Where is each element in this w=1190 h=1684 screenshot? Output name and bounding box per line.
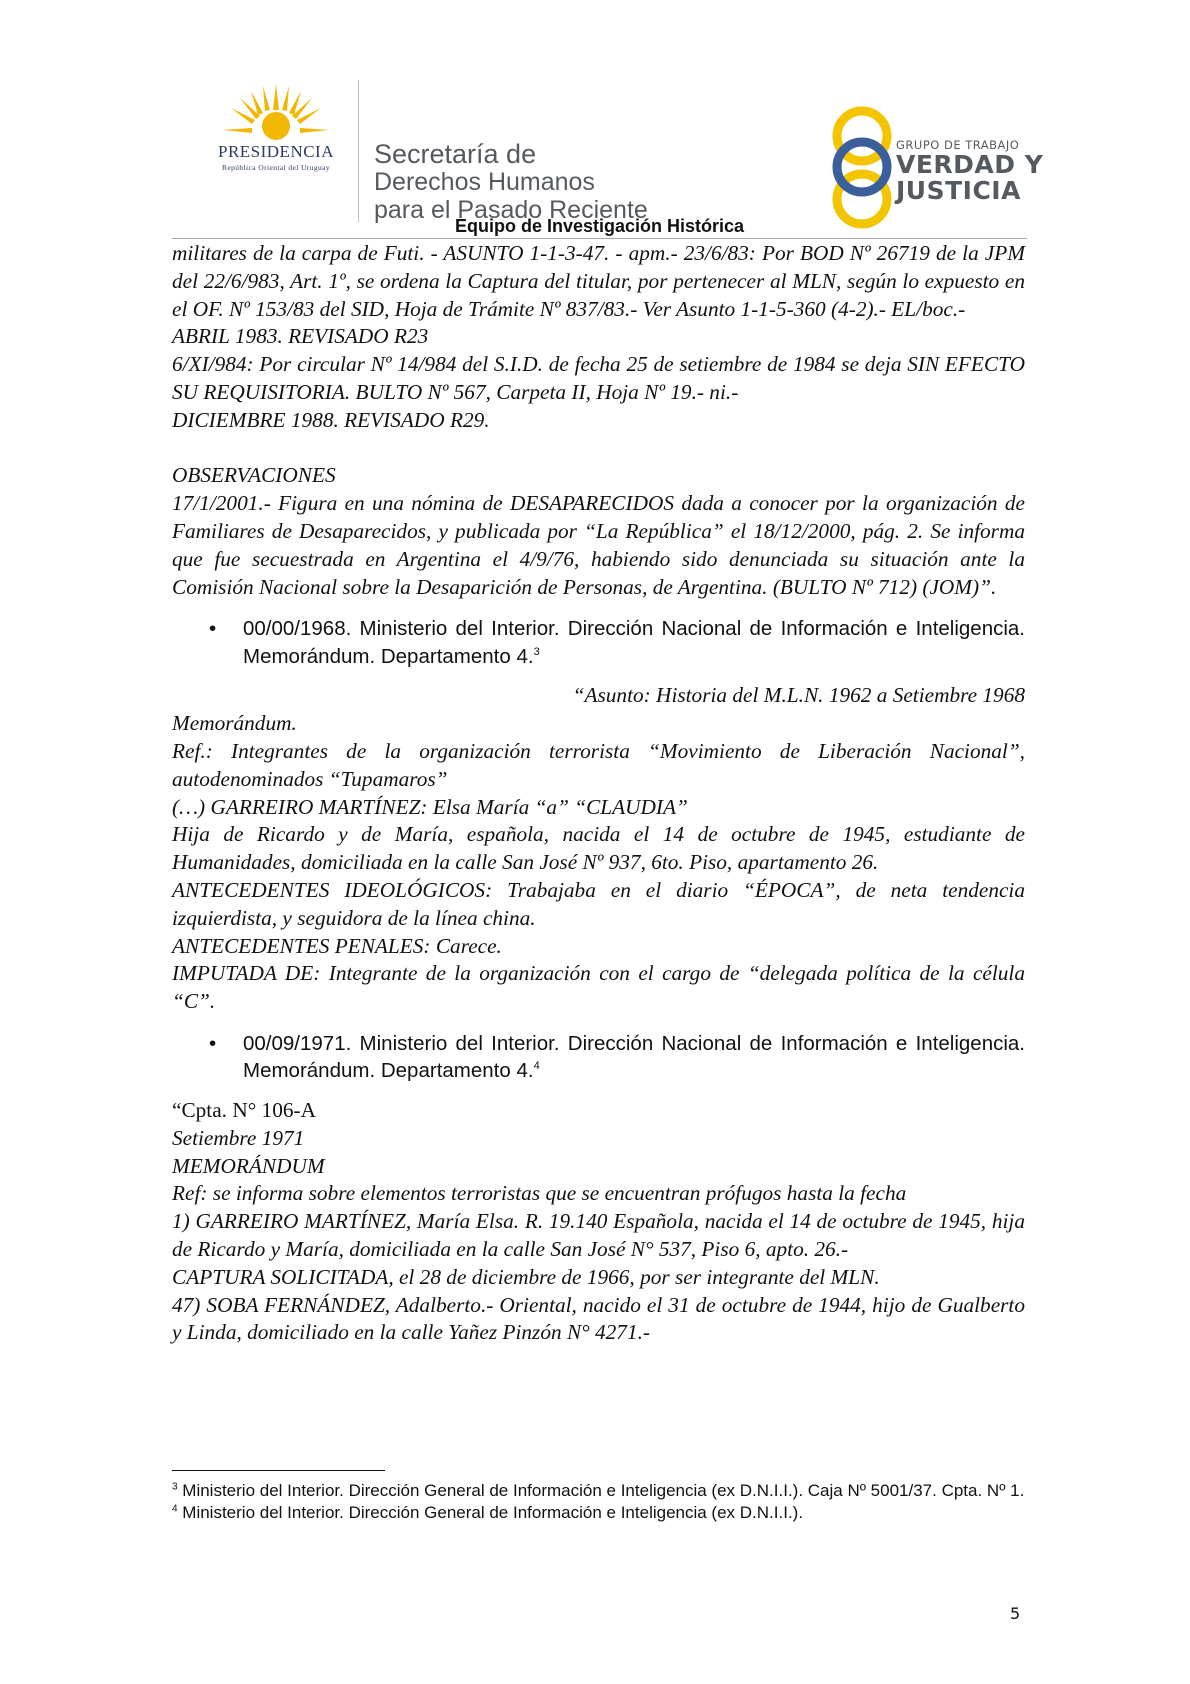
secretaria-line-3: para el Pasado Reciente [374, 196, 648, 224]
page-number: 5 [1010, 1604, 1021, 1623]
presidencia-text: PRESIDENCIA [217, 142, 334, 161]
bullet-icon: • [209, 617, 217, 641]
verdad-text: VERDAD Y [896, 150, 1044, 179]
quote-garreiro: 1) GARREIRO MARTÍNEZ, María Elsa. R. 19.140 Española, nacida el 14 de octubre de 1945, hija de Ricardo y María, domiciliada en la calle San José N° 537, Piso 6, apto. 26.- [172, 1209, 1025, 1261]
presidencia-logo [196, 82, 356, 232]
footnote-ref-3[interactable]: 3 [533, 646, 540, 659]
footnote-number-3: 3 [172, 1481, 178, 1493]
bullet-item-1971 [172, 1030, 1025, 1085]
quote-captura: CAPTURA SOLICITADA, el 28 de diciembre de 1966, por ser integrante del MLN. [172, 1264, 880, 1289]
footnote-text-3: Ministerio del Interior. Dirección General de Información e Inteligencia (ex D.N.I.I.). Caja Nº 5001/37. Cpta. Nº 1. [177, 1481, 1025, 1500]
sun-emblem-icon [221, 82, 331, 144]
republica-text: República Oriental del Uruguay [221, 163, 330, 172]
footnote-separator [172, 1470, 385, 1471]
paragraph-observaciones: 17/1/2001.- Figura en una nómina de DESAPARECIDOS dada a conocer por la organización de Familiares de Desaparecidos, y publicada por “La República” el 18/12/2000, pág. 2. Se informa que fue secuestrada en Argentina el 4/9/76, habiendo sido denunciada su situación ante la Comisión Nacional sobre la Desaparición de Personas, de Argentina. (BULTO Nº 712) (JOM)”. [172, 491, 1025, 599]
document-body [172, 240, 1025, 1347]
justicia-text: JUSTICIA [896, 176, 1021, 205]
bullet-icon: • [209, 1031, 217, 1055]
footnote-number-4: 4 [172, 1502, 178, 1514]
secretaria-title [374, 140, 648, 224]
footnote-ref-4[interactable]: 4 [533, 1060, 540, 1073]
paragraph-revisado-1983: ABRIL 1983. REVISADO R23 [172, 324, 429, 349]
quote-memorandum-caps: MEMORÁNDUM [172, 1153, 325, 1178]
quote-ideologicos: ANTECEDENTES IDEOLÓGICOS: Trabajaba en el diario “ÉPOCA”, de neta tendencia izquierdista, y seguidora de la línea china. [172, 877, 1025, 930]
quote-name: (…) GARREIRO MARTÍNEZ: Elsa María “a” “CLAUDIA” [172, 794, 688, 819]
quote-memorandum: Memorándum. [172, 711, 297, 736]
footnotes [172, 1480, 1025, 1523]
footnote-text-4: Ministerio del Interior. Dirección General de Información e Inteligencia (ex D.N.I.I.). [177, 1502, 804, 1522]
letterhead [0, 50, 1190, 224]
quote-hija: Hija de Ricardo y de María, española, nacida el 14 de octubre de 1945, estudiante de Humanidades, domiciliada en la calle San José Nº 937, 6to. Piso, apartamento 26. [172, 822, 1025, 875]
paragraph-revisado-1988: DICIEMBRE 1988. REVISADO R29. [172, 407, 490, 432]
bullet-text-1971: 00/09/1971. Ministerio del Interior. Dirección Nacional de Información e Inteligencia. Memorándum. Departamento 4. [243, 1031, 1025, 1083]
observaciones-heading: OBSERVACIONES [172, 463, 336, 488]
quote-penales: ANTECEDENTES PENALES: Carece. [172, 933, 502, 958]
quote-imputada: IMPUTADA DE: Integrante de la organización con el cargo de “delegada política de la célula “C”. [172, 961, 1025, 1014]
footnote-4 [172, 1502, 1025, 1524]
paragraph-gap [172, 435, 1025, 463]
quote-ref: Ref.: Integrantes de la organización terrorista “Movimiento de Liberación Nacional”, autodenominados “Tupamaros” [172, 738, 1025, 791]
bullet-item-1968 [172, 615, 1025, 670]
footnote-3 [172, 1480, 1025, 1502]
paragraph-asunto: militares de la carpa de Futi. - ASUNTO 1-1-3-47. - apm.- 23/6/83: Por BOD Nº 26719 de la JPM del 22/6/983, Art. 1º, se ordena la Captura del titular, por pertenecer al MLN, según lo expuesto en el OF. Nº 153/83 del SID, Hoja de Trámite Nº 837/83.- Ver Asunto 1-1-5-360 (4-2).- EL/boc.- [172, 241, 1025, 321]
equipo-heading: Equipo de Investigación Histórica [454, 216, 745, 236]
secretaria-line-1: Secretaría de [374, 139, 537, 169]
quote-cpta: “Cpta. N° 106-A [172, 1097, 316, 1122]
bullet-text-1968: 00/00/1968. Ministerio del Interior. Dirección Nacional de Información e Inteligencia. Memorándum. Departamento 4. [243, 617, 1025, 668]
grupo-trabajo-text: GRUPO DE TRABAJO [896, 138, 1020, 152]
quote-setiembre: Setiembre 1971 [172, 1125, 305, 1150]
secretaria-line-2: Derechos Humanos [374, 168, 595, 196]
header-divider [358, 80, 359, 222]
verdad-justicia-title [896, 138, 1043, 204]
quote-asunto: “Asunto: Historia del M.L.N. 1962 a Setiembre 1968 [572, 683, 1025, 708]
paragraph-circular: 6/XI/984: Por circular Nº 14/984 del S.I.D. de fecha 25 de setiembre de 1984 se deja SIN EFECTO SU REQUISITORIA. BULTO Nº 567, Carpeta II, Hoja Nº 19.- ni.- [172, 352, 1025, 404]
quote-soba: 47) SOBA FERNÁNDEZ, Adalberto.- Oriental, nacido el 31 de octubre de 1944, hijo de Gualberto y Linda, domiciliado en la calle Yañez Pinzón N° 4271.- [172, 1292, 1025, 1345]
verdad-justicia-rings-icon [818, 105, 898, 230]
quote-ref-profugos: Ref: se informa sobre elementos terroristas que se encuentran prófugos hasta la fecha [172, 1181, 907, 1206]
header-rule [172, 238, 1027, 239]
